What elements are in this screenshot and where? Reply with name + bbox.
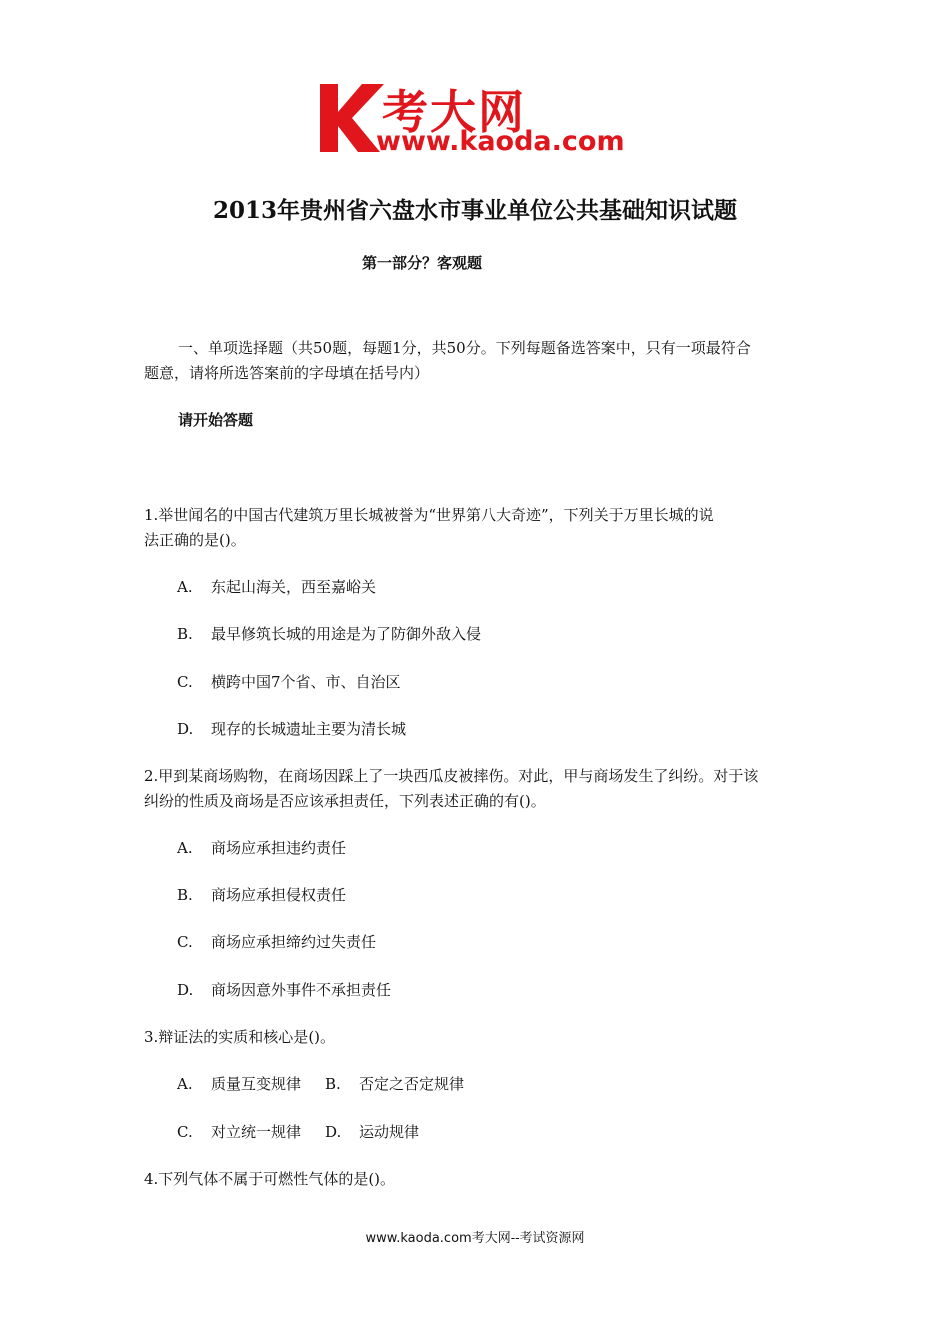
question-4-line-1: 4.下列气体不属于可燃性气体的是()。 [144,1170,396,1188]
option-letter: A. [177,839,193,857]
option-letter: C. [177,933,193,951]
question-2-option-b [177,883,346,908]
option-text: 东起山海关，西至嘉峪关 [211,578,377,596]
kaoda-logo [318,82,638,162]
option-text: 现存的长城遗址主要为清长城 [211,720,407,738]
question-2-option-a [177,836,346,861]
option-text: 商场应承担违约责任 [211,839,347,857]
footer-site: www.kaoda.com [365,1231,472,1246]
question-2-line-1: 2.甲到某商场购物，在商场因踩上了一块西瓜皮被摔伤。对此，甲与商场发生了纠纷。对于该 [144,767,759,785]
option-letter: D. [177,981,194,999]
option-text: 商场因意外事件不承担责任 [211,981,392,999]
question-3-options-row-2 [177,1120,419,1145]
start-label: 请开始答题 [178,411,254,429]
question-3-line-1: 3.辩证法的实质和核心是()。 [144,1028,336,1046]
option-text: 商场应承担缔约过失责任 [211,933,377,951]
question-1-option-d [177,717,406,742]
question-1-line-2: 法正确的是()。 [144,531,246,549]
option-text: 否定之否定规律 [359,1075,465,1093]
section-subtitle: 第一部分？客观题 [362,254,483,272]
instructions-line-1: 一、单项选择题（共50题，每题1分，共50分。下列每题备选答案中，只有一项最符合 [178,339,751,357]
option-text: 最早修筑长城的用途是为了防御外敌入侵 [211,625,482,643]
question-2-option-d [177,978,391,1003]
logo-url-text: www.kaoda.com [376,126,625,157]
option-text: 横跨中国7个省、市、自治区 [211,673,401,691]
option-text: 质量互变规律 [211,1075,302,1093]
option-letter: C. [177,673,193,691]
logo-cn-text: 考大网 [382,85,526,139]
question-1-line-1: 1.举世闻名的中国古代建筑万里长城被誉为“世界第八大奇迹”，下列关于万里长城的说 [144,506,714,524]
question-2-line-2: 纠纷的性质及商场是否应该承担责任，下列表述正确的有()。 [144,792,546,810]
option-letter: D. [325,1123,342,1141]
option-letter: A. [177,578,193,596]
question-3-options-row-1 [177,1072,464,1097]
option-text: 商场应承担侵权责任 [211,886,347,904]
option-letter: D. [177,720,194,738]
footer-text: 考大网--考试资源网 [471,1231,585,1246]
question-1-option-c [177,670,401,695]
instructions-line-2: 题意，请将所选答案前的字母填在括号内） [144,364,430,382]
option-letter: C. [177,1123,193,1141]
question-1-option-b [177,622,481,647]
question-1-option-a [177,575,376,600]
option-letter: B. [325,1075,341,1093]
option-letter: B. [177,625,193,643]
option-letter: B. [177,886,193,904]
page-title: 2013年贵州省六盘水市事业单位公共基础知识试题 [212,197,737,224]
question-2-option-c [177,930,376,955]
option-text: 对立统一规律 [211,1123,302,1141]
option-letter: A. [177,1075,193,1093]
option-text: 运动规律 [359,1123,420,1141]
page-footer [0,1227,950,1246]
